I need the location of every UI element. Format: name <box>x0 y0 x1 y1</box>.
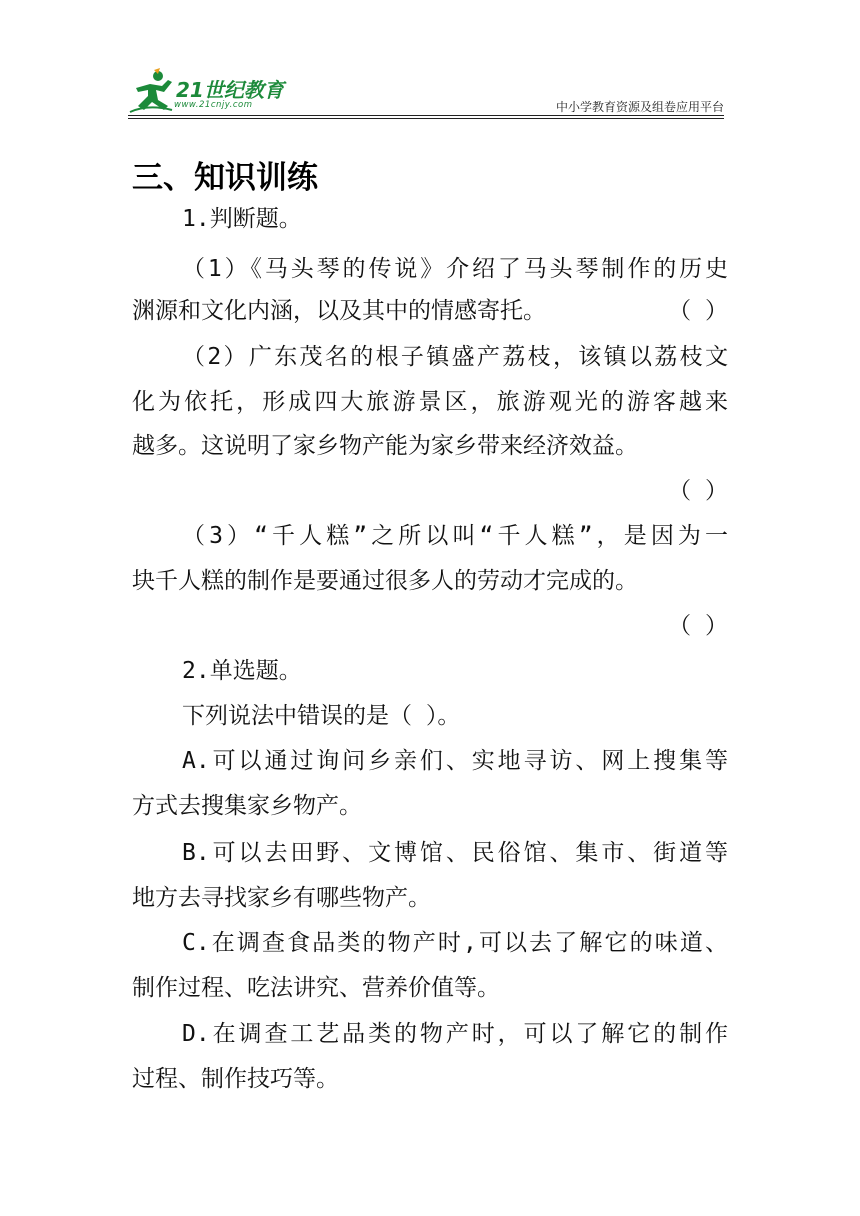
header-rule-thin <box>128 118 724 119</box>
page-header <box>128 62 724 118</box>
q2-option-b-line1: B.可以去田野、文博馆、民俗馆、集市、街道等 <box>182 840 728 866</box>
q1-item3-answer-blank: （ ） <box>668 613 728 639</box>
q2-option-a-line2: 方式去搜集家乡物产。 <box>132 793 362 819</box>
q1-heading: 1.判断题。 <box>182 206 302 232</box>
q2-option-a-line1: A.可以通过询问乡亲们、实地寻访、网上搜集等 <box>182 748 728 774</box>
q2-option-c-line1: C.在调查食品类的物产时,可以去了解它的味道、 <box>182 930 728 956</box>
q1-item1-answer-blank: （ ） <box>668 298 728 324</box>
runner-logo-icon <box>128 68 178 116</box>
q1-item2-line3: 越多。这说明了家乡物产能为家乡带来经济效益。 <box>132 433 638 459</box>
logo-text: 21世纪教育 <box>176 78 284 102</box>
q2-heading: 2.单选题。 <box>182 658 302 684</box>
q1-item3-line2: 块千人糕的制作是要通过很多人的劳动才完成的。 <box>132 568 638 594</box>
q2-option-d-line2: 过程、制作技巧等。 <box>132 1066 339 1092</box>
q1-item2-answer-blank: （ ） <box>668 478 728 504</box>
logo <box>128 68 298 116</box>
q2-stem: 下列说法中错误的是（ ）。 <box>182 703 461 729</box>
q2-option-b-line2: 地方去寻找家乡有哪些物产。 <box>132 885 431 911</box>
section-title: 三、知识训练 <box>132 160 318 196</box>
q2-option-c-line2: 制作过程、吃法讲究、营养价值等。 <box>132 975 500 1001</box>
q1-item2-line2: 化为依托，形成四大旅游景区，旅游观光的游客越来 <box>132 389 728 415</box>
logo-url: www.21cnjy.com <box>174 100 253 110</box>
header-rule <box>128 115 724 116</box>
q2-option-d-line1: D.在调查工艺品类的物产时，可以了解它的制作 <box>182 1021 728 1047</box>
q1-item1-line2: 渊源和文化内涵，以及其中的情感寄托。 <box>132 298 546 324</box>
q1-item2-line1: （2）广东茂名的根子镇盛产荔枝，该镇以荔枝文 <box>182 344 728 370</box>
header-tagline: 中小学教育资源及组卷应用平台 <box>555 100 724 114</box>
q1-item1-line1: （1）《马头琴的传说》介绍了马头琴制作的历史 <box>182 256 728 282</box>
q1-item3-line1: （3）“千人糕”之所以叫“千人糕”，是因为一 <box>182 523 728 549</box>
